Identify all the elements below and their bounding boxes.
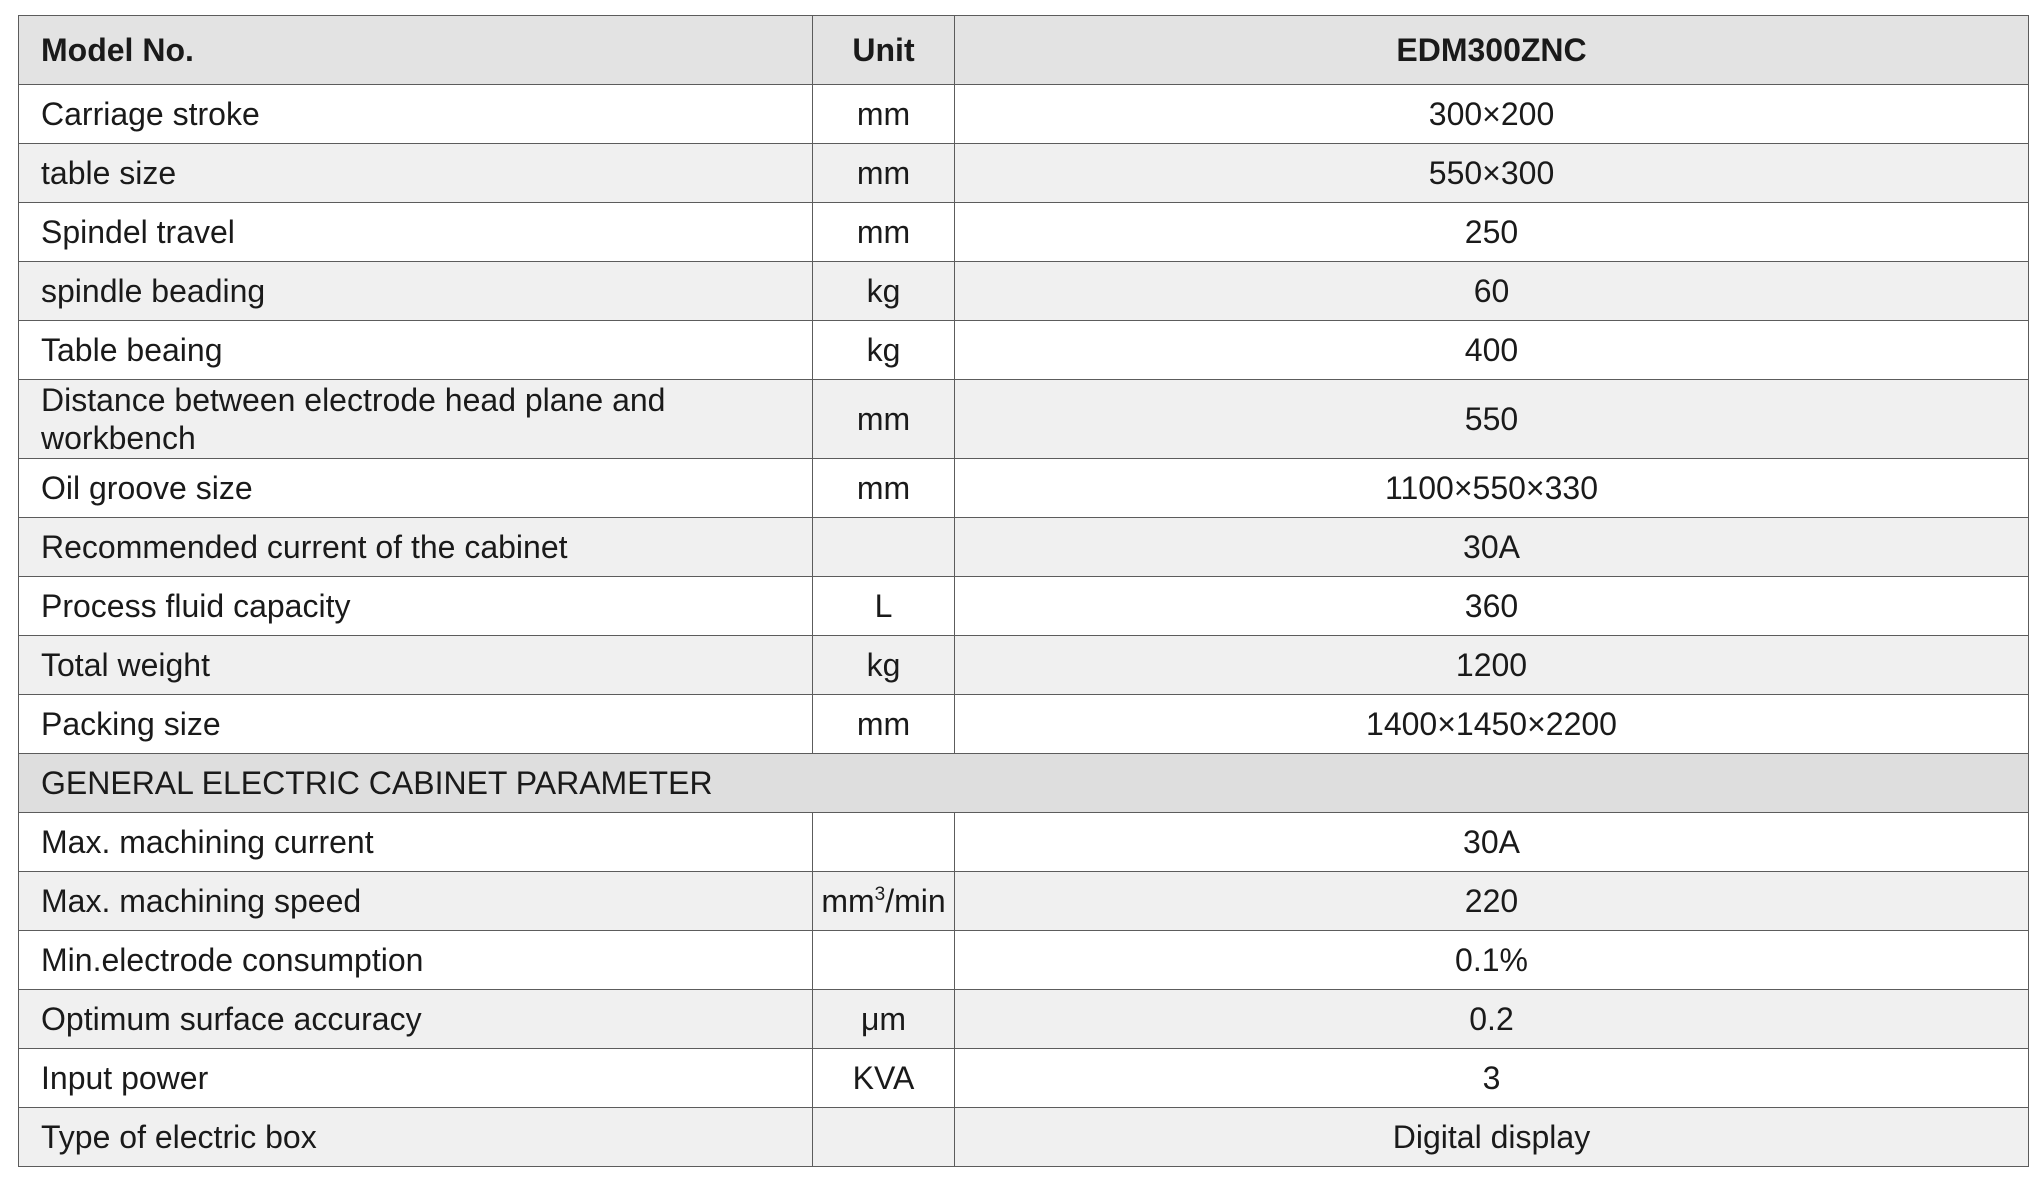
row-param: table size [19,144,813,203]
header-param: Model No. [19,16,813,85]
table-header-row [19,16,2029,85]
row-value: Digital display [955,1108,2029,1167]
row-unit: L [813,577,955,636]
row-value: 30A [955,813,2029,872]
row-param: Packing size [19,695,813,754]
row-value: 550 [955,380,2029,459]
row-value: 0.2 [955,990,2029,1049]
row-value: 60 [955,262,2029,321]
row-value: 1200 [955,636,2029,695]
row-param: Process fluid capacity [19,577,813,636]
row-value: 360 [955,577,2029,636]
table-row [19,203,2029,262]
table-row [19,695,2029,754]
row-param: Input power [19,1049,813,1108]
row-value: 0.1% [955,931,2029,990]
row-value: 1100×550×330 [955,459,2029,518]
row-unit: mm [813,695,955,754]
unit-tail: /min [885,882,946,919]
row-param: Max. machining current [19,813,813,872]
row-unit: kg [813,321,955,380]
table-row [19,144,2029,203]
header-unit: Unit [813,16,955,85]
table-row [19,872,2029,931]
table-row [19,990,2029,1049]
table-row [19,459,2029,518]
table-row [19,321,2029,380]
row-param: Total weight [19,636,813,695]
row-value: 550×300 [955,144,2029,203]
row-param: spindle beading [19,262,813,321]
unit-superscript: 3 [874,883,886,905]
row-param: Optimum surface accuracy [19,990,813,1049]
table-row [19,636,2029,695]
table-row [19,1049,2029,1108]
row-value: 3 [955,1049,2029,1108]
row-param: Oil groove size [19,459,813,518]
row-unit: mm [813,459,955,518]
row-param: Distance between electrode head plane and workbench [19,380,813,459]
table-row [19,931,2029,990]
section-title: GENERAL ELECTRIC CABINET PARAMETER [19,754,2029,813]
table-row [19,1108,2029,1167]
table-row [19,85,2029,144]
row-unit: KVA [813,1049,955,1108]
row-unit: mm [813,380,955,459]
row-unit [813,931,955,990]
row-unit: mm [813,203,955,262]
row-unit [813,518,955,577]
row-value: 300×200 [955,85,2029,144]
specification-table [18,15,2029,1167]
row-value: 220 [955,872,2029,931]
header-model: EDM300ZNC [955,16,2029,85]
row-unit: mm [813,85,955,144]
row-unit: kg [813,262,955,321]
row-param: Min.electrode consumption [19,931,813,990]
row-param: Type of electric box [19,1108,813,1167]
row-unit [813,872,955,931]
table-row [19,262,2029,321]
row-unit: kg [813,636,955,695]
row-param: Carriage stroke [19,85,813,144]
section-header-row [19,754,2029,813]
row-param: Spindel travel [19,203,813,262]
row-unit: μm [813,990,955,1049]
row-value: 1400×1450×2200 [955,695,2029,754]
table-row [19,577,2029,636]
row-param: Recommended current of the cabinet [19,518,813,577]
row-value: 250 [955,203,2029,262]
row-unit: mm [813,144,955,203]
row-param: Max. machining speed [19,872,813,931]
table-row [19,518,2029,577]
row-unit [813,813,955,872]
row-value: 30A [955,518,2029,577]
row-param: Table beaing [19,321,813,380]
row-value: 400 [955,321,2029,380]
table-row [19,380,2029,459]
unit-base: mm [821,882,875,919]
row-unit [813,1108,955,1167]
table-row [19,813,2029,872]
